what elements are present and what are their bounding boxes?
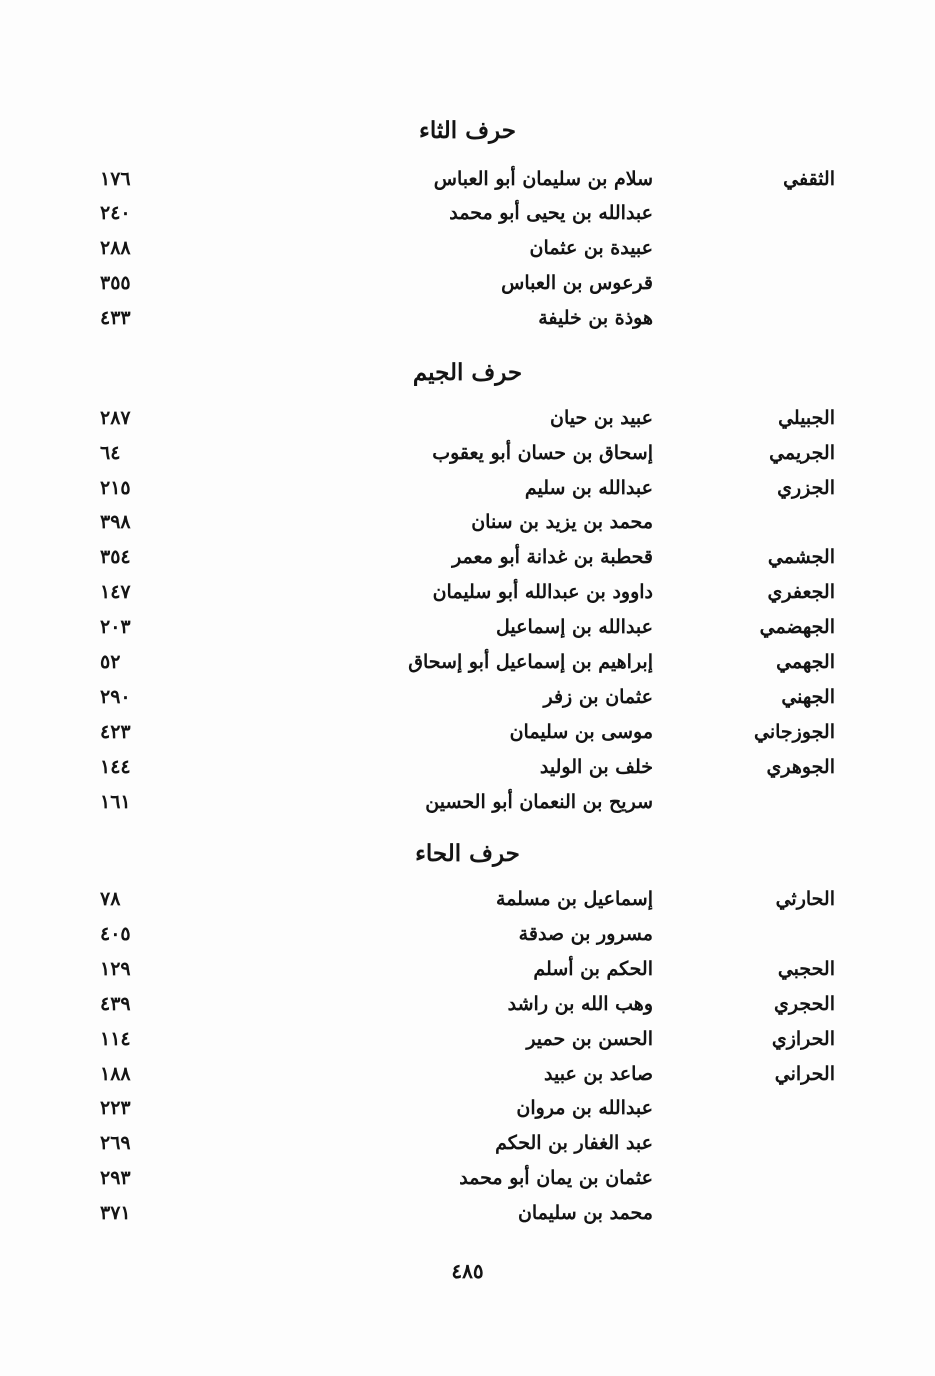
- index-row: [0, 680, 935, 714]
- person-name: عبيدة بن عثمان: [529, 237, 653, 259]
- nisba: الجريمي: [769, 442, 835, 464]
- person-name: عبدالله بن يحيى أبو محمد: [449, 202, 653, 224]
- nisba: الحراني: [774, 1063, 835, 1085]
- person-name: محمد بن يزيد بن سنان: [471, 511, 653, 533]
- index-row: [0, 917, 935, 951]
- index-row: [0, 436, 935, 470]
- page-ref: ٣٥٤: [100, 546, 131, 568]
- index-row: [0, 1091, 935, 1125]
- index-row: [0, 1022, 935, 1056]
- person-name: وهب الله بن راشد: [507, 993, 653, 1015]
- person-name: قرعوس بن العباس: [501, 272, 653, 294]
- person-name: عبدالله بن سليم: [524, 477, 653, 499]
- person-name: محمد بن سليمان: [517, 1202, 653, 1224]
- index-row: [0, 231, 935, 265]
- page-ref: ٤٢٣: [100, 721, 131, 743]
- index-row: [0, 610, 935, 644]
- page-ref: ٦٤: [100, 442, 121, 464]
- page-ref: ٢٨٧: [100, 407, 131, 429]
- page-ref: ١٢٩: [100, 958, 131, 980]
- person-name: عثمان بن زفر: [543, 686, 653, 708]
- person-name: قحطبة بن غدانة أبو معمر: [452, 546, 653, 568]
- person-name: إسماعيل بن مسلمة: [495, 888, 653, 910]
- index-row: [0, 401, 935, 435]
- index-row: [0, 882, 935, 916]
- page-ref: ٢٤٠: [100, 202, 131, 224]
- person-name: الحسن بن حمير: [526, 1028, 653, 1050]
- page-ref: ١٤٧: [100, 581, 131, 603]
- page-ref: ٣٧١: [100, 1202, 131, 1224]
- person-name: داوود بن عبدالله أبو سليمان: [432, 581, 653, 603]
- person-name: مسرور بن صدقة: [518, 923, 653, 945]
- index-row: [0, 750, 935, 784]
- page-ref: ٣٥٥: [100, 272, 131, 294]
- page-ref: ٢٦٩: [100, 1132, 131, 1154]
- person-name: الحكم بن أسلم: [533, 958, 653, 980]
- nisba: الجوهري: [766, 756, 835, 778]
- index-row: [0, 471, 935, 505]
- page-ref: ١٨٨: [100, 1063, 131, 1085]
- page-ref: ١١٤: [100, 1028, 131, 1050]
- index-row: [0, 715, 935, 749]
- person-name: إبراهيم بن إسماعيل أبو إسحاق: [408, 651, 653, 673]
- nisba: الحجري: [774, 993, 835, 1015]
- nisba: الثقفي: [783, 168, 835, 190]
- nisba: الحجبي: [777, 958, 835, 980]
- person-name: عبدالله بن مروان: [516, 1097, 653, 1119]
- index-row: [0, 162, 935, 196]
- page-ref: ٤٣٣: [100, 307, 131, 329]
- person-name: عثمان بن يمان أبو محمد: [459, 1167, 653, 1189]
- nisba: الجهني: [781, 686, 835, 708]
- index-row: [0, 196, 935, 230]
- index-row: [0, 785, 935, 819]
- page-ref: ٢٢٣: [100, 1097, 131, 1119]
- person-name: موسى بن سليمان: [509, 721, 653, 743]
- page-ref: ٢٩٣: [100, 1167, 131, 1189]
- page-ref: ٤٣٩: [100, 993, 131, 1015]
- index-row: [0, 1057, 935, 1091]
- page-number: ٤٨٥: [451, 1259, 484, 1283]
- person-name: إسحاق بن حسان أبو يعقوب: [432, 442, 653, 464]
- index-row: [0, 645, 935, 679]
- nisba: الجهمي: [776, 651, 835, 673]
- index-row: [0, 505, 935, 539]
- person-name: سريح بن النعمان أبو الحسين: [425, 791, 653, 813]
- page-ref: ١٧٦: [100, 168, 131, 190]
- nisba: الجهضمي: [759, 616, 835, 638]
- page-ref: ١٦١: [100, 791, 131, 813]
- page-ref: ٥٢: [100, 651, 121, 673]
- nisba: الحارثي: [775, 888, 835, 910]
- page-ref: ١٤٤: [100, 756, 131, 778]
- person-name: صاعد بن عبيد: [544, 1063, 653, 1085]
- page-ref: ٢٩٠: [100, 686, 131, 708]
- page-ref: ٧٨: [100, 888, 121, 910]
- page-ref: ٤٠٥: [100, 923, 131, 945]
- person-name: خلف بن الوليد: [539, 756, 653, 778]
- index-row: [0, 987, 935, 1021]
- nisba: الجزري: [777, 477, 835, 499]
- index-row: [0, 1196, 935, 1230]
- page-ref: ٢٨٨: [100, 237, 131, 259]
- section-title-jim: حرف الجيم: [412, 359, 523, 386]
- index-row: [0, 575, 935, 609]
- nisba: الجعفري: [767, 581, 835, 603]
- section-title-tha: حرف الثاء: [419, 117, 516, 144]
- person-name: عبدالله بن إسماعيل: [495, 616, 653, 638]
- person-name: سلام بن سليمان أبو العباس: [433, 168, 653, 190]
- index-row: [0, 301, 935, 335]
- nisba: الجبيلي: [778, 407, 835, 429]
- person-name: عبد الغفار بن الحكم: [495, 1132, 653, 1154]
- index-row: [0, 952, 935, 986]
- index-row: [0, 1161, 935, 1195]
- page-ref: ٢٠٣: [100, 616, 131, 638]
- index-row: [0, 540, 935, 574]
- nisba: الجوزجاني: [754, 721, 835, 743]
- page-ref: ٣٩٨: [100, 511, 131, 533]
- section-title-ha: حرف الحاء: [415, 840, 520, 867]
- index-row: [0, 266, 935, 300]
- person-name: هوذة بن خليفة: [538, 307, 653, 329]
- nisba: الجشمي: [767, 546, 835, 568]
- person-name: عبيد بن حيان: [550, 407, 653, 429]
- nisba: الحرازي: [771, 1028, 835, 1050]
- page-ref: ٢١٥: [100, 477, 131, 499]
- index-row: [0, 1126, 935, 1160]
